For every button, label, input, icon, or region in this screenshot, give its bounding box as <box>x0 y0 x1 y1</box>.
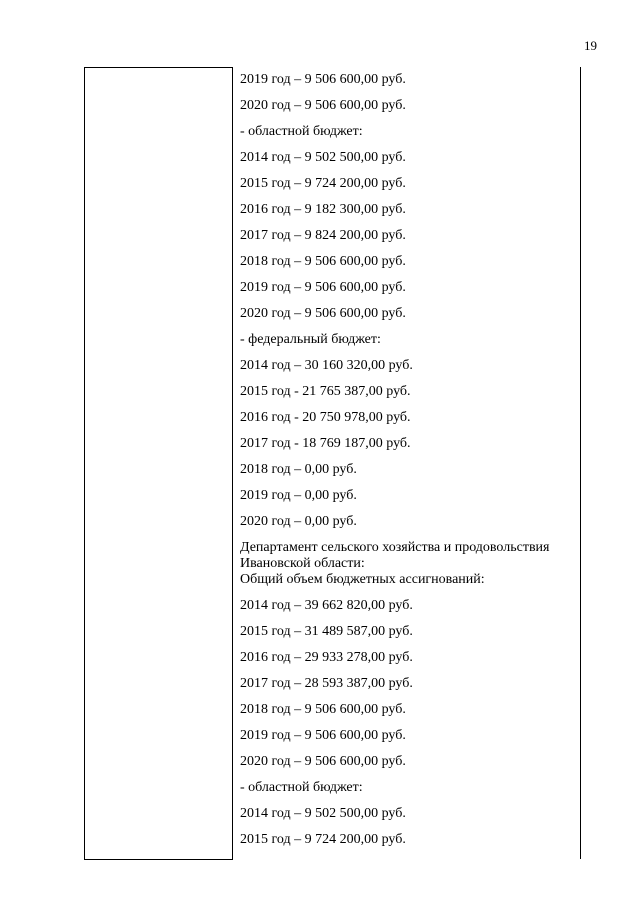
funding-line: 2019 год – 9 506 600,00 руб. <box>240 280 406 295</box>
total-allocations-heading: Общий объем бюджетных ассигнований: <box>240 572 485 587</box>
funding-line: 2014 год – 9 502 500,00 руб. <box>240 806 406 821</box>
funding-line: 2020 год – 9 506 600,00 руб. <box>240 98 406 113</box>
funding-line: 2020 год – 0,00 руб. <box>240 514 357 529</box>
budget-heading-federal: - федеральный бюджет: <box>240 332 381 347</box>
funding-line: 2016 год - 20 750 978,00 руб. <box>240 410 411 425</box>
funding-line: 2019 год – 0,00 руб. <box>240 488 357 503</box>
department-region: Ивановской области: <box>240 556 365 571</box>
funding-line: 2017 год – 9 824 200,00 руб. <box>240 228 406 243</box>
funding-line: 2015 год – 31 489 587,00 руб. <box>240 624 413 639</box>
funding-line: 2018 год – 9 506 600,00 руб. <box>240 702 406 717</box>
funding-line: 2019 год – 9 506 600,00 руб. <box>240 728 406 743</box>
funding-line: 2015 год – 9 724 200,00 руб. <box>240 832 406 847</box>
table-right-cell <box>240 67 585 858</box>
funding-line: 2016 год – 9 182 300,00 руб. <box>240 202 406 217</box>
budget-heading-regional: - областной бюджет: <box>240 780 363 795</box>
table-left-cell <box>84 67 233 860</box>
page-number: 19 <box>584 38 597 53</box>
funding-line: 2017 год - 18 769 187,00 руб. <box>240 436 411 451</box>
funding-line: 2014 год – 39 662 820,00 руб. <box>240 598 413 613</box>
funding-line: 2015 год – 9 724 200,00 руб. <box>240 176 406 191</box>
budget-heading-regional: - областной бюджет: <box>240 124 363 139</box>
department-block <box>240 540 585 588</box>
funding-line: 2017 год – 28 593 387,00 руб. <box>240 676 413 691</box>
funding-line: 2015 год - 21 765 387,00 руб. <box>240 384 411 399</box>
funding-line: 2018 год – 0,00 руб. <box>240 462 357 477</box>
funding-line: 2020 год – 9 506 600,00 руб. <box>240 754 406 769</box>
funding-line: 2016 год – 29 933 278,00 руб. <box>240 650 413 665</box>
department-name: Департамент сельского хозяйства и продовольствия <box>240 540 550 555</box>
funding-line: 2019 год – 9 506 600,00 руб. <box>240 72 406 87</box>
funding-line: 2014 год – 9 502 500,00 руб. <box>240 150 406 165</box>
funding-line: 2014 год – 30 160 320,00 руб. <box>240 358 413 373</box>
funding-line: 2020 год – 9 506 600,00 руб. <box>240 306 406 321</box>
funding-line: 2018 год – 9 506 600,00 руб. <box>240 254 406 269</box>
